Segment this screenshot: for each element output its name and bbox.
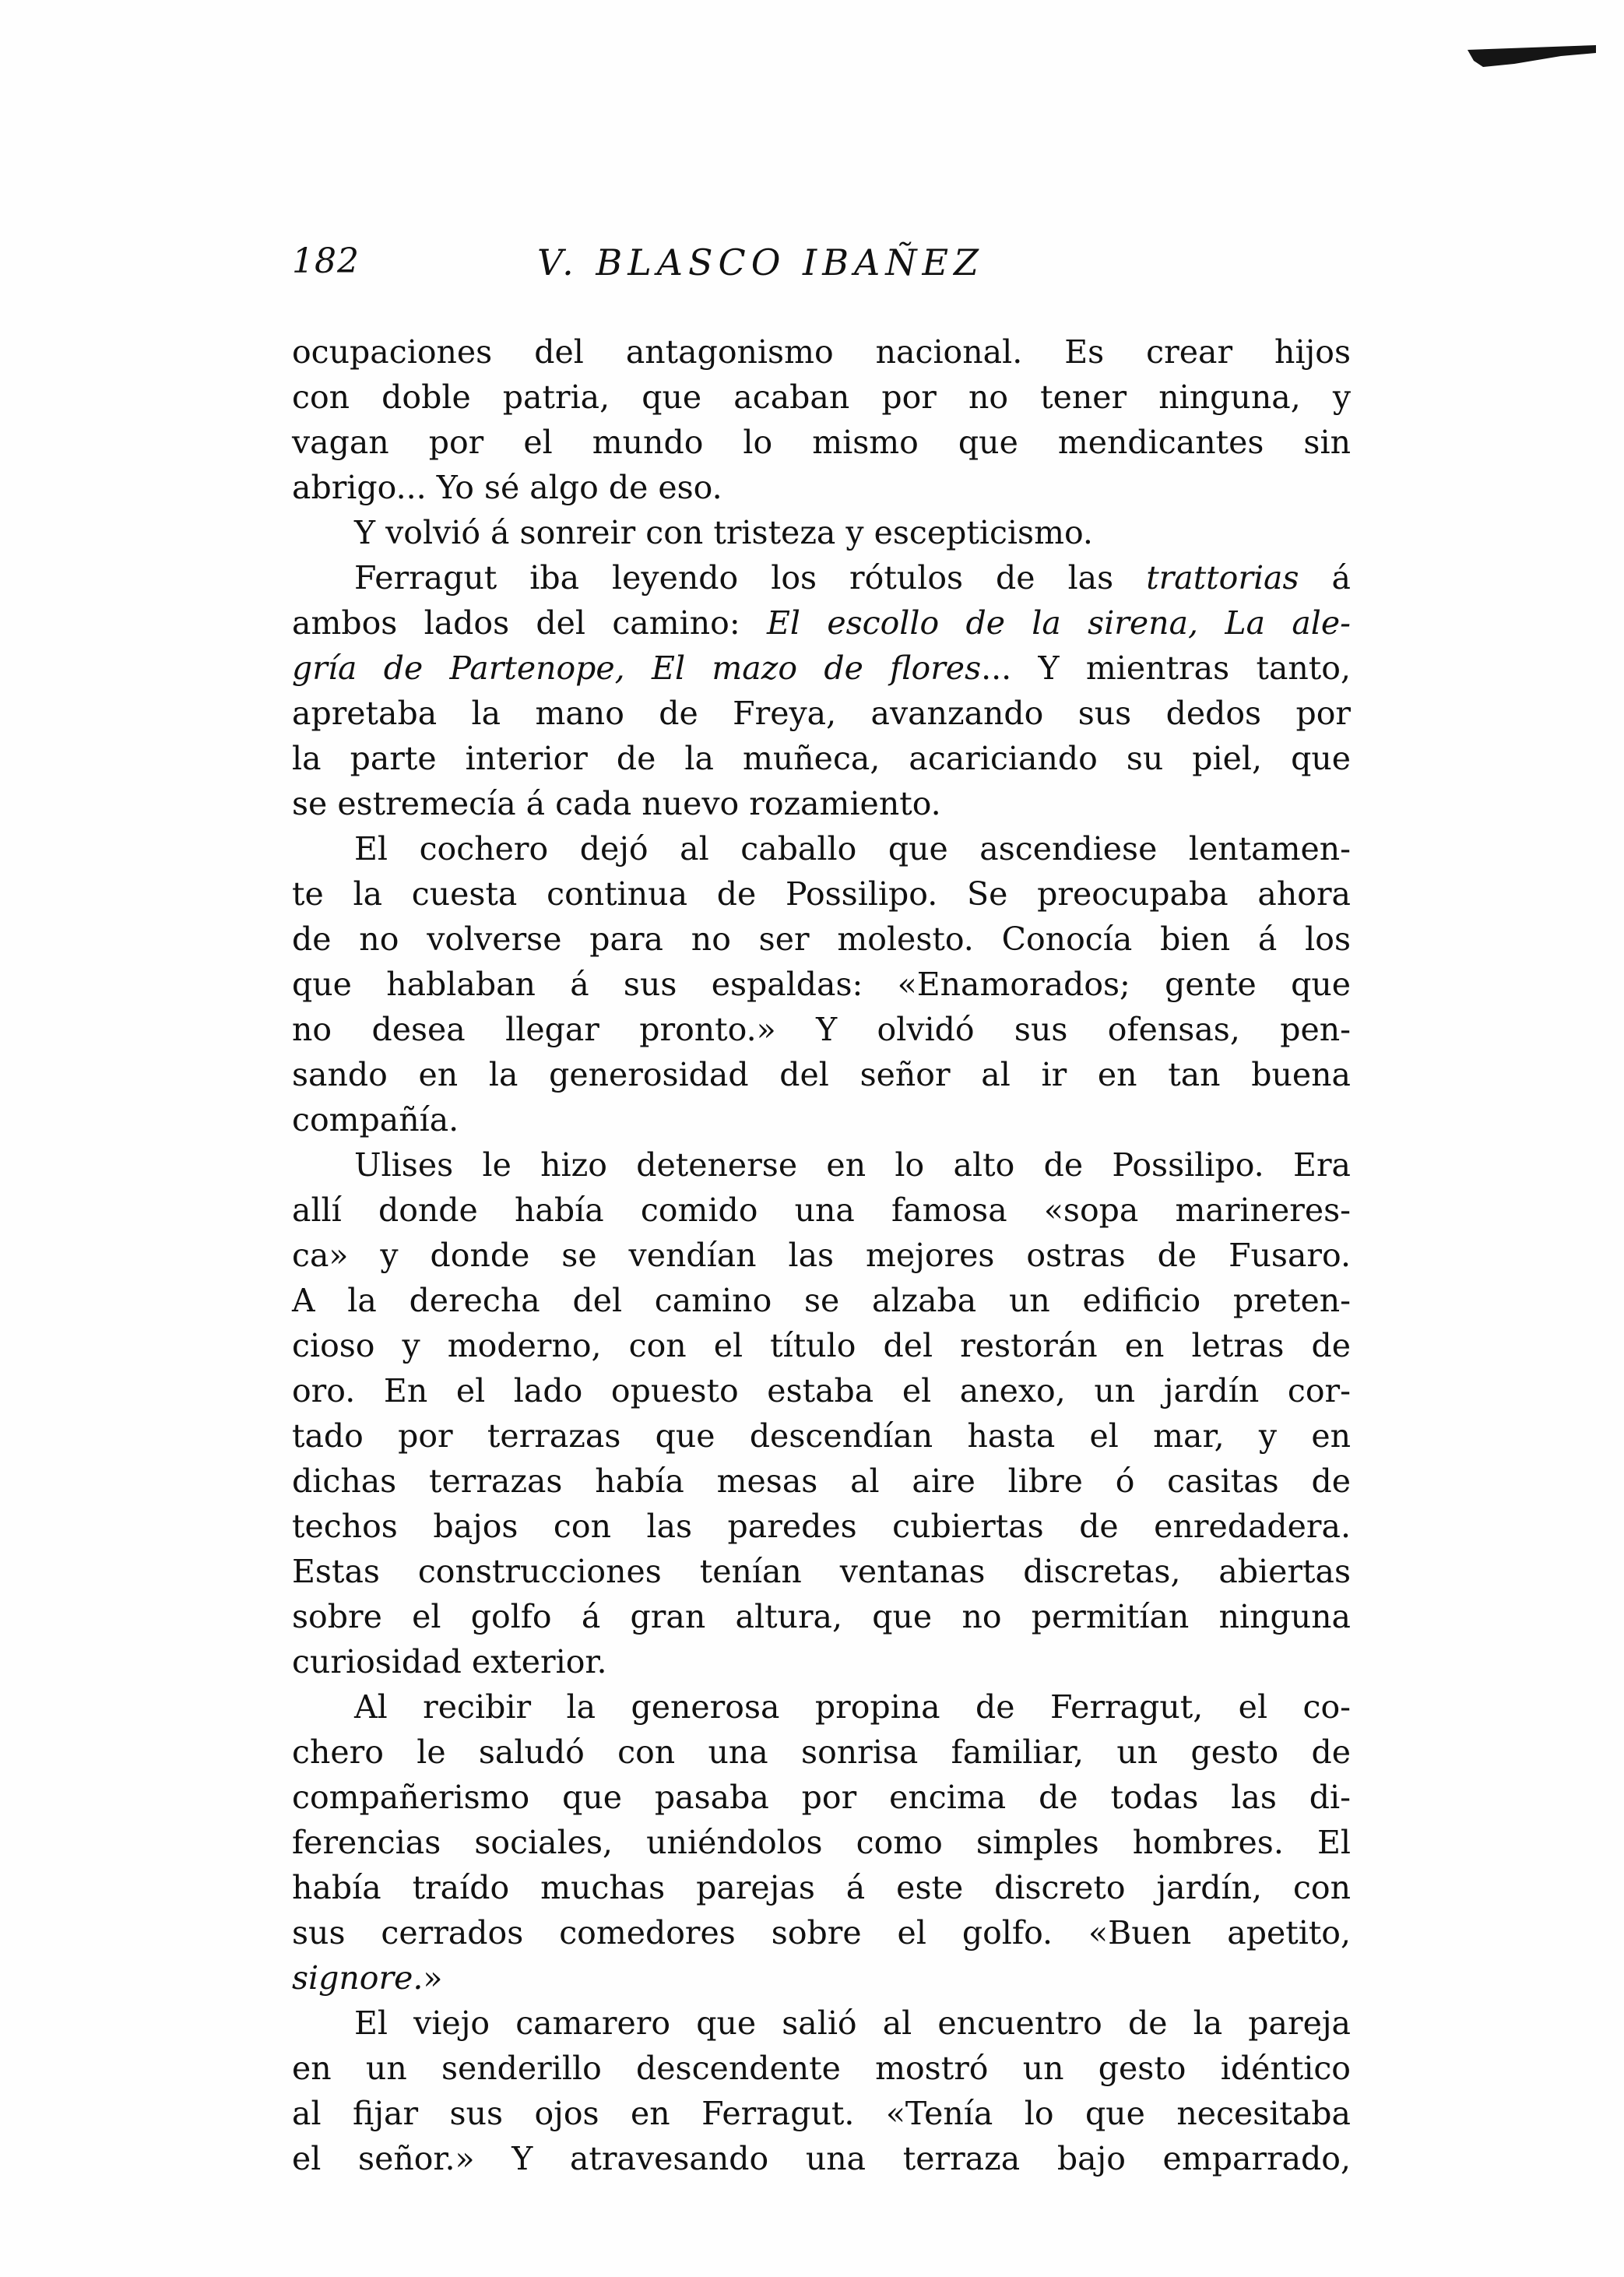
text-line: abrigo... Yo sé algo de eso. <box>292 469 722 506</box>
text-line: chero le saludó con una sonrisa familiar, un gesto de <box>292 1733 1351 1771</box>
text-line: Al recibir la generosa propina de Ferragut, el co- <box>354 1688 1351 1726</box>
text-line: sando en la generosidad del señor al ir en tan buena <box>292 1056 1351 1093</box>
italic-text: trattorias <box>1146 559 1299 597</box>
text-line: curiosidad exterior. <box>292 1643 607 1680</box>
text-line: techos bajos con las paredes cubiertas de enredadera. <box>292 1508 1351 1545</box>
text-line: El cochero dejó al caballo que ascendiese lentamen- <box>354 830 1351 868</box>
text-line: sus cerrados comedores sobre el golfo. «Buen apetito, <box>292 1914 1351 1951</box>
corner-ink-mark <box>1468 45 1596 67</box>
text-line: Ulises le hizo detenerse en lo alto de Possilipo. Era <box>354 1146 1351 1184</box>
text-line: A la derecha del camino se alzaba un edificio preten- <box>292 1282 1351 1319</box>
text-line: ferencias sociales, uniéndolos como simples hombres. El <box>292 1824 1351 1861</box>
running-head: V. BLASCO IBAÑEZ <box>537 241 985 283</box>
page-number: 182 <box>292 241 360 281</box>
text-line: con doble patria, que acaban por no tener ninguna, y <box>292 378 1351 416</box>
text-line: dichas terrazas había mesas al aire libre ó casitas de <box>292 1462 1351 1500</box>
text-line: el señor.» Y atravesando una terraza bajo emparrado, <box>292 2140 1351 2177</box>
text-line: al fijar sus ojos en Ferragut. «Tenía lo que necesitaba <box>292 2095 1351 2132</box>
text-line: Y volvió á sonreir con tristeza y escepticismo. <box>354 514 1093 551</box>
text-line: Estas construcciones tenían ventanas discretas, abiertas <box>292 1553 1351 1590</box>
text-line: tado por terrazas que descendían hasta el mar, y en <box>292 1417 1351 1455</box>
italic-text: gría de Partenope, El mazo de flores <box>292 649 982 687</box>
text-line: Ferragut iba leyendo los rótulos de las trattorias á <box>354 559 1351 597</box>
text-line: te la cuesta continua de Possilipo. Se preocupaba ahora <box>292 875 1351 913</box>
body-text <box>292 329 1351 2181</box>
text-line: oro. En el lado opuesto estaba el anexo, un jardín cor- <box>292 1372 1351 1409</box>
text-line: de no volverse para no ser molesto. Conocía bien á los <box>292 920 1351 958</box>
text-line: que hablaban á sus espaldas: «Enamorados; gente que <box>292 966 1351 1003</box>
text-line: gría de Partenope, El mazo de flores... Y mientras tanto, <box>292 649 1351 687</box>
text-line: vagan por el mundo lo mismo que mendicantes sin <box>292 424 1351 461</box>
text-line: ocupaciones del antagonismo nacional. Es crear hijos <box>292 333 1351 371</box>
text-line: la parte interior de la muñeca, acariciando su piel, que <box>292 740 1351 777</box>
text-line: apretaba la mano de Freya, avanzando sus dedos por <box>292 695 1351 732</box>
text-line: cioso y moderno, con el título del restorán en letras de <box>292 1327 1351 1364</box>
text-line: ambos lados del camino: El escollo de la sirena, La ale- <box>292 604 1351 642</box>
italic-text: El escollo de la sirena, La ale- <box>766 604 1351 642</box>
text-line: El viejo camarero que salió al encuentro de la pareja <box>354 2004 1351 2042</box>
text-line: en un senderillo descendente mostró un gesto idéntico <box>292 2050 1351 2087</box>
page-header <box>292 241 1382 304</box>
text-line: se estremecía á cada nuevo rozamiento. <box>292 785 941 822</box>
text-line: había traído muchas parejas á este discreto jardín, con <box>292 1869 1351 1906</box>
text-line: compañía. <box>292 1101 459 1138</box>
text-line: compañerismo que pasaba por encima de todas las di- <box>292 1779 1351 1816</box>
text-line: allí donde había comido una famosa «sopa marineres- <box>292 1191 1351 1229</box>
text-line: sobre el golfo á gran altura, que no permitían ninguna <box>292 1598 1351 1635</box>
text-line: signore.» <box>292 1959 443 1997</box>
italic-text: signore. <box>292 1959 424 1997</box>
text-line: no desea llegar pronto.» Y olvidó sus ofensas, pen- <box>292 1011 1351 1048</box>
text-line: ca» y donde se vendían las mejores ostras de Fusaro. <box>292 1237 1351 1274</box>
